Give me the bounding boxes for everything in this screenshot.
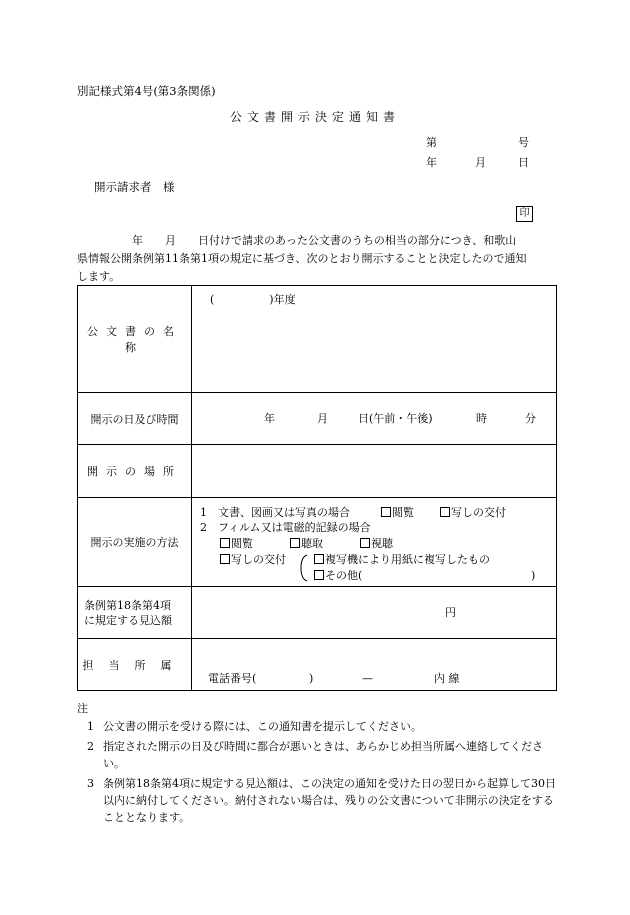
fiscal-year-text: ( )年度 xyxy=(210,293,296,306)
method2-listen-option[interactable]: 聴取 xyxy=(290,538,323,549)
checkbox-icon xyxy=(220,538,230,548)
phone-close: ) xyxy=(309,672,314,685)
intro-line: 年 月 日付けで請求のあった公文書のうちの相当の部分につき、和歌山 xyxy=(77,234,517,247)
row-cost xyxy=(78,587,557,639)
checkbox-icon xyxy=(360,538,370,548)
seal-mark: 印 xyxy=(516,206,533,222)
method1-view-option[interactable]: 閲覧 xyxy=(381,507,414,518)
extension-label: 内 線 xyxy=(434,672,460,685)
issue-date-day: 日 xyxy=(518,156,529,169)
row-document-name xyxy=(78,286,557,393)
row-method xyxy=(78,498,557,587)
datetime-year: 年 xyxy=(264,412,275,425)
method2-copy-machine-option[interactable]: 複写機により用紙に複写したもの xyxy=(314,554,490,565)
label-cost-line: 条例第18条第4項 xyxy=(84,598,171,612)
datetime-minute: 分 xyxy=(525,412,536,425)
method2-text: 2 フィルム又は電磁的記録の場合 xyxy=(200,521,371,534)
datetime-month: 月 xyxy=(317,412,328,425)
method2-other-close: ) xyxy=(531,569,536,582)
note-text: 指定された開示の日及び時間に都合が悪いときは、あらかじめ担当所属へ連絡してください。 xyxy=(103,740,543,770)
notes-list xyxy=(77,718,562,829)
note-text: 公文書の開示を受ける際には、この通知書を提示してください。 xyxy=(103,720,422,733)
note-item xyxy=(87,738,562,772)
checkbox-icon xyxy=(381,507,391,517)
disclosure-form-table xyxy=(77,285,557,691)
label-cost xyxy=(78,587,192,639)
document-number-suffix: 号 xyxy=(518,136,529,149)
document-title: 公文書開示決定通知書 xyxy=(229,110,400,124)
label-department: 担当所属 xyxy=(78,639,192,691)
method2-view-option[interactable]: 閲覧 xyxy=(220,538,253,549)
field-datetime[interactable] xyxy=(192,393,557,445)
checkbox-icon xyxy=(314,570,324,580)
requester-addressee: 開示請求者 様 xyxy=(94,180,175,194)
brace-icon xyxy=(299,554,308,582)
label-place: 開示の場所 xyxy=(78,445,192,498)
checkbox-icon xyxy=(220,554,230,564)
field-document-name[interactable] xyxy=(192,286,557,393)
phone-dash: — xyxy=(362,672,373,685)
method2-watch-option[interactable]: 視聴 xyxy=(360,538,393,549)
label-method: 開示の実施の方法 xyxy=(78,498,192,587)
note-number: 2 xyxy=(87,740,94,753)
document-number-prefix: 第 xyxy=(426,136,437,149)
notes-heading: 注 xyxy=(77,702,88,715)
field-department[interactable] xyxy=(192,639,557,691)
row-place xyxy=(78,445,557,498)
issue-date-year: 年 xyxy=(426,156,437,169)
intro-paragraph xyxy=(77,232,557,286)
label-cost-line: に規定する見込額 xyxy=(84,613,172,627)
datetime-hour: 時 xyxy=(476,412,487,425)
method1-copy-option[interactable]: 写しの交付 xyxy=(440,507,506,518)
note-item xyxy=(87,775,562,826)
note-text: 条例第18条第4項に規定する見込額は、この決定の通知を受けた日の翌日から起算して30日以内に納付してください。納付されない場合は、残りの公文書について非開示の決定をすることとなります。 xyxy=(103,777,556,824)
checkbox-icon xyxy=(290,538,300,548)
note-number: 1 xyxy=(87,720,94,733)
intro-line: します。 xyxy=(77,270,121,283)
field-method xyxy=(192,498,557,587)
label-document-name: 公文書の名称 xyxy=(78,286,192,393)
method2-copy-option[interactable]: 写しの交付 xyxy=(220,554,286,565)
method1-text: 1 文書、図画又は写真の場合 xyxy=(200,506,350,519)
field-place[interactable] xyxy=(192,445,557,498)
label-datetime: 開示の日及び時間 xyxy=(78,393,192,445)
checkbox-icon xyxy=(314,554,324,564)
row-department xyxy=(78,639,557,691)
method2-other-option[interactable]: その他( xyxy=(314,570,362,581)
datetime-day-ampm: 日(午前・午後) xyxy=(358,412,433,425)
field-cost[interactable] xyxy=(192,587,557,639)
note-item xyxy=(87,718,562,735)
checkbox-icon xyxy=(440,507,450,517)
cost-unit: 円 xyxy=(445,606,456,619)
row-datetime xyxy=(78,393,557,445)
issue-date-month: 月 xyxy=(475,156,486,169)
note-number: 3 xyxy=(87,777,94,790)
phone-label: 電話番号( xyxy=(208,672,257,685)
form-number-label: 別記様式第4号(第3条関係) xyxy=(77,84,216,98)
intro-line: 県情報公開条例第11条第1項の規定に基づき、次のとおり開示することと決定したので通知 xyxy=(77,252,527,265)
